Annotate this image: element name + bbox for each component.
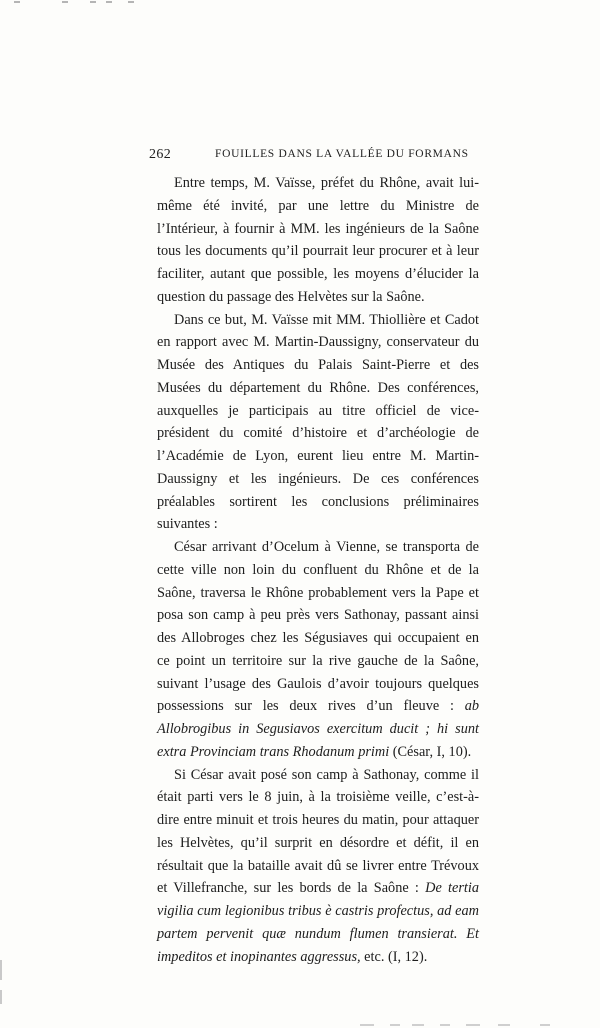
paragraph: Dans ce but, M. Vaïsse mit MM. Thiollière et Cadot en rapport avec M. Martin-Daussigny, conservateur du Musée des Antiques du Palais Saint-Pierre et des Musées du département du Rhône. Des conférences, auxquelles je participais au titre officiel de vice-président du comité d’histoire et d’archéologie de l’Académie de Lyon, eurent lieu entre M. Martin-Daussigny et les ingénieurs. De ces conférences préalables sortirent les conclusions préliminaires suivantes : [157, 311, 479, 533]
running-header [149, 147, 484, 167]
paragraph: César arrivant d’Ocelum à Vienne, se transporta de cette ville non loin du confluent du Rhône et de la Saône, traversa le Rhône probablement vers la Pape et posa son camp à peu près vers Sathonay, passant ainsi des Allobroges chez les Ségusiaves qui occupaient en ce point un territoire sur la rive gauche de la Saône, suivant l’usage des Gaulois d’avoir toujours quelques possessions sur les deux rives d’un fleuve : ab Allobrogibus in Segusiavos exercitum ducit ; hi sunt extra Provinciam trans Rhodanum primi (César, I, 10). [157, 539, 479, 760]
running-title: FOUILLES DANS LA VALLÉE DU FORMANS [215, 148, 469, 160]
scan-edge-mark-left [0, 990, 2, 1004]
paragraph: Entre temps, M. Vaïsse, préfet du Rhône, avait lui-même été invité, par une lettre du Ministre de l’Intérieur, à fournir à MM. les ingénieurs de la Saône tous les documents qu’il pourrait leur procurer et à leur faciliter, autant que possible, les moyens d’élucider la question du passage des Helvètes sur la Saône. [157, 175, 479, 305]
page-number: 262 [149, 147, 172, 162]
paragraph: Si César avait posé son camp à Sathonay, comme il était parti vers le 8 juin, à la troisième veille, c’est-à-dire entre minuit et trois heures du matin, pour attaquer les Helvètes, qu’il surprit en désordre et défit, il en résultait que la bataille avait dû se livrer entre Trévoux et Villefranche, sur les bords de la Saône : De tertia vigilia cum legionibus tribus è castris profectus, ad eam partem pervenit quæ nundum flumen transierat. Et impeditos et inopinantes aggressus, etc. (I, 12). [157, 766, 479, 965]
scan-edge-mark-left [0, 960, 2, 980]
body-text [157, 172, 479, 968]
scan-edge-marks-top [0, 0, 140, 6]
